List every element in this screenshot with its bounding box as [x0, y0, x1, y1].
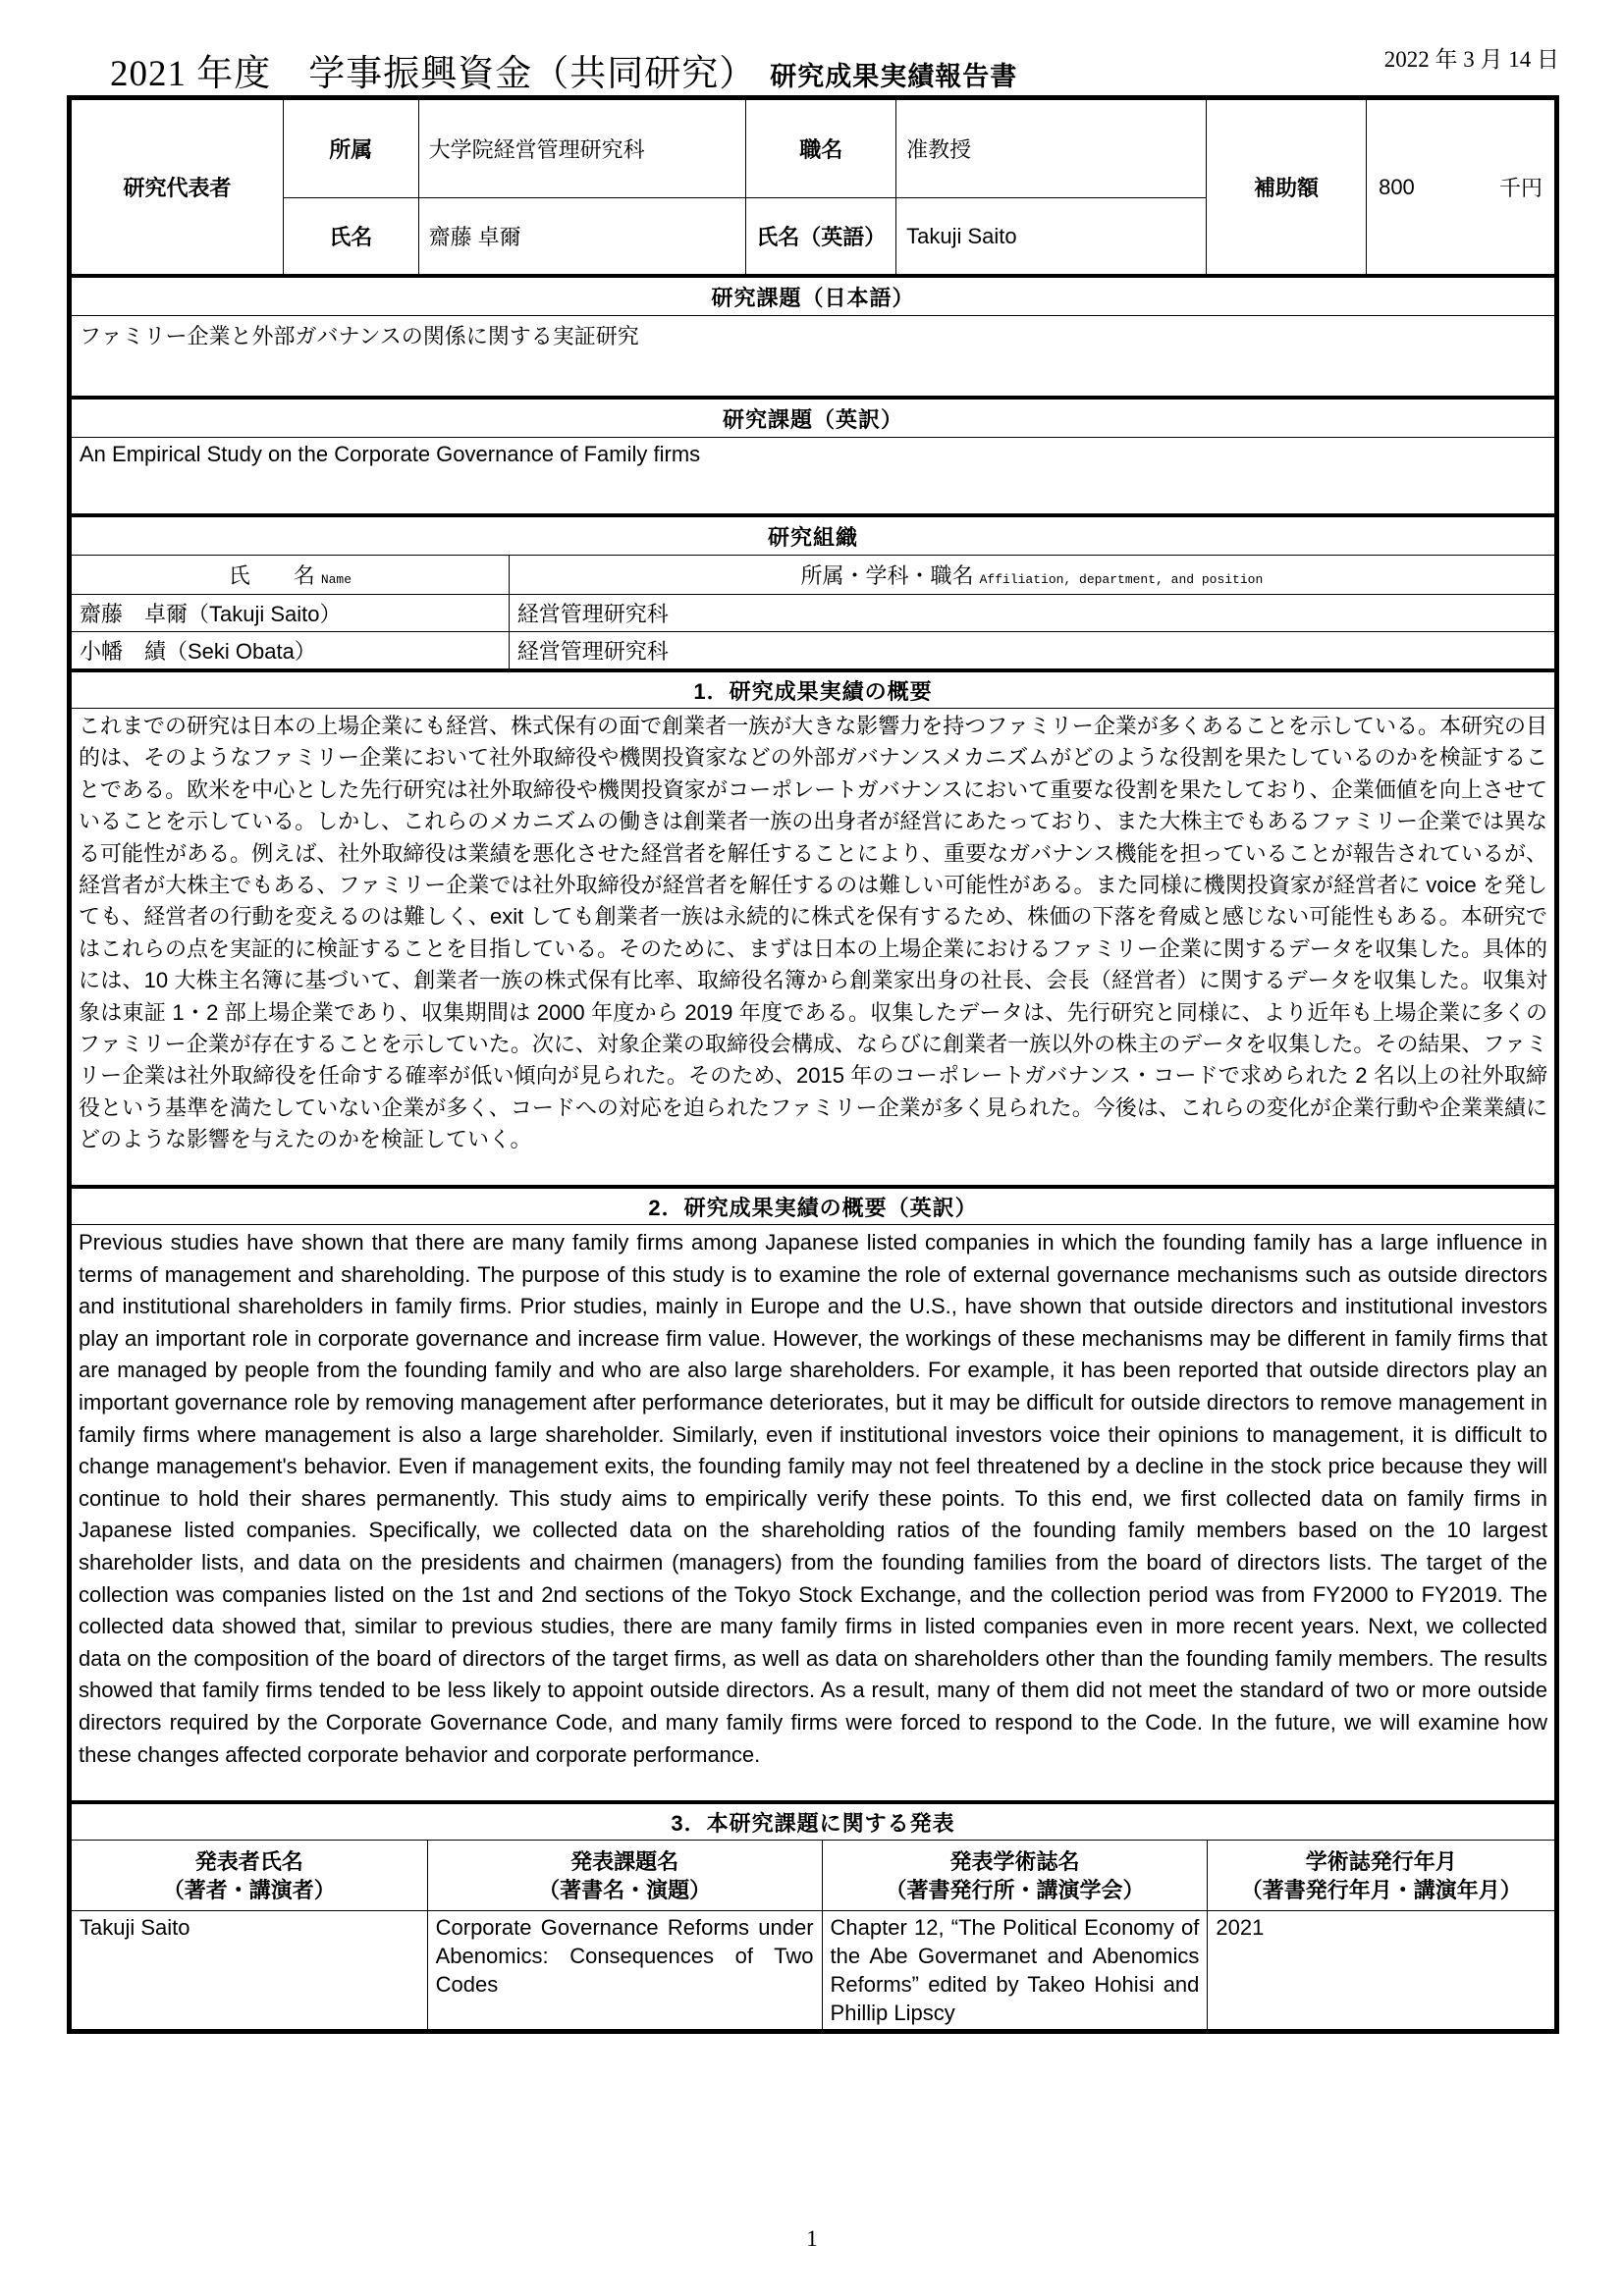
title-bar	[110, 43, 1559, 96]
publications-header: 3．本研究課題に関する発表	[72, 1803, 1555, 1841]
summary-en-body: Previous studies have shown that there are many family firms among Japanese listed companies in which the founding family has a large influence in terms of management and shareholding. The purpose of this study is to examine the role of external governance mechanisms such as outside directors and institutional shareholders in family firms. Prior studies, mainly in Europe and the U.S., have shown that outside directors and institutional investors play an important role in corporate governance and increase firm value. However, the workings of these mechanisms may be different in family firms that are managed by people from the founding family and who are also large shareholders. For example, it has been reported that outside directors play an important governance role by removing management after performance deteriorates, but it may be difficult for outside directors to remove management in family firms where management is also a large shareholder. Similarly, even if institutional investors voice their opinions to management, it is difficult to change management's behavior. Even if management exits, the founding family may not feel threatened by a decline in the stock price because they will continue to hold their shares permanently. This study aims to empirically verify these points. To this end, we first collected data on family firms in Japanese listed companies. Specifically, we collected data on the shareholding ratios of the founding family members based on the 10 largest shareholder lists, and data on the presidents and chairmen (managers) from the founding families from the board of directors lists. The target of the collection was companies listed on the 1st and 2nd sections of the Tokyo Stock Exchange, and the collection period was from FY2000 to FY2019. The collected data showed that, similar to previous studies, there are many family firms in listed companies even in more recent years. Next, we collected data on the composition of the board of directors of the target firms, as well as data on shareholders other than the founding family members. The results showed that family firms tended to be less likely to appoint outside directors. As a result, many of them did not meet the standard of two or more outside directors required by the Corporate Governance Code, and many family firms were forced to respond to the Code. In the future, we will examine how these changes affected corporate behavior and corporate performance.	[72, 1225, 1555, 1801]
publication-row	[72, 1911, 1555, 2030]
col-year-line2: （著書発行年月・講演年月）	[1240, 1877, 1522, 1902]
col-year-line1: 学術誌発行年月	[1305, 1848, 1457, 1874]
document-title-main: 2021 年度 学事振興資金（共同研究）	[110, 54, 757, 94]
publication-title: Corporate Governance Reforms under Abenomics: Consequences of Two Codes	[427, 1911, 822, 2030]
publications-col-year	[1208, 1841, 1555, 1911]
document-title-sub: 研究成果実績報告書	[770, 62, 1018, 91]
position-label: 職名	[746, 100, 896, 198]
organization-name-column-header	[72, 556, 510, 595]
organization-table	[71, 514, 1555, 669]
page-number: 1	[806, 2226, 818, 2251]
subsidy-value: 800	[1379, 174, 1415, 199]
topic-ja-value: ファミリー企業と外部ガバナンスの関係に関する実証研究	[72, 316, 1555, 397]
topic-en-table	[71, 397, 1555, 514]
publication-venue: Chapter 12, “The Political Economy of the Abe Govermanet and Abenomics Reforms” edited by Takeo Hohisi and Phillip Lipscy	[822, 1911, 1208, 2030]
publication-year: 2021	[1208, 1911, 1555, 2030]
name-label: 氏名	[284, 198, 419, 275]
affiliation-value: 大学院経営管理研究科	[418, 100, 746, 198]
member-name: 小幡 績（Seki Obata）	[72, 632, 510, 669]
document-date: 2022 年 3 月 14 日	[1383, 47, 1559, 72]
publications-col-title	[427, 1841, 822, 1911]
organization-affiliation-header-en: Affiliation, department, and position	[979, 572, 1264, 587]
summary-ja-table	[71, 669, 1555, 1186]
name-en-value: Takuji Saito	[896, 198, 1207, 275]
organization-affiliation-header-ja: 所属・学科・職名	[800, 563, 974, 588]
member-name: 齋藤 卓爾（Takuji Saito）	[72, 595, 510, 632]
member-affiliation: 経営管理研究科	[509, 595, 1554, 632]
organization-affiliation-column-header	[509, 556, 1554, 595]
subsidy-amount-cell	[1367, 100, 1555, 275]
col-venue-line2: （著書発行所・講演学会）	[885, 1877, 1145, 1902]
name-en-label: 氏名（英語）	[746, 198, 896, 275]
summary-ja-body: これまでの研究は日本の上場企業にも経営、株式保有の面で創業者一族が大きな影響力を持つファミリー企業が多くあることを示している。本研究の目的は、そのようなファミリー企業において社外取締役や機関投資家などの外部ガバナンスメカニズムがどのような役割を果たしているのかを検証することである。欧米を中心とした先行研究は社外取締役や機関投資家がコーポレートガバナンスにおいて重要な役割を果たしており、企業価値を向上させていることを示している。しかし、これらのメカニズムの働きは創業者一族の出身者が経営にあたっており、また大株主でもあるファミリー企業では異なる可能性がある。例えば、社外取締役は業績を悪化させた経営者を解任することにより、重要なガバナンス機能を担っていることが報告されているが、経営者が大株主でもある、ファミリー企業では社外取締役が経営者を解任するのは難しい可能性がある。また同様に機関投資家が経営者に voice を発しても、経営者の行動を変えるのは難しく、exit しても創業者一族は永続的に株式を保有するため、株価の下落を脅威と感じない可能性もある。本研究ではこれらの点を実証的に検証することを目指している。そのために、まずは日本の上場企業におけるファミリー企業に関するデータを収集した。具体的には、10 大株主名簿に基づいて、創業者一族の株式保有比率、取締役名簿から創業家出身の社長、会長（経営者）に関するデータを収集した。収集対象は東証 1・2 部上場企業であり、収集期間は 2000 年度から 2019 年度である。収集したデータは、先行研究と同様に、より近年も上場企業に多くのファミリー企業が存在することを示していた。次に、対象企業の取締役会構成、ならびに創業者一族以外の株主のデータを収集した。その結果、ファミリー企業は社外取締役を任命する確率が低い傾向が見られた。そのため、2015 年のコーポレートガバナンス・コードで求められた 2 名以上の社外取締役という基準を満たしていない企業が多く、コードへの対応を迫られたファミリー企業が多く見られた。今後は、これらの変化が企業行動や企業業績にどのような影響を与えたのかを検証していく。	[72, 709, 1555, 1186]
publication-author: Takuji Saito	[72, 1911, 428, 2030]
organization-header: 研究組織	[72, 516, 1555, 556]
member-affiliation: 経営管理研究科	[509, 632, 1554, 669]
col-title-line2: （著書名・演題）	[538, 1877, 712, 1902]
publications-col-author	[72, 1841, 428, 1911]
col-author-line1: 発表者氏名	[194, 1848, 303, 1874]
organization-name-header-ja: 氏 名	[228, 563, 315, 588]
name-value: 齋藤 卓爾	[418, 198, 746, 275]
summary-en-header: 2．研究成果実績の概要（英訳）	[72, 1188, 1555, 1225]
publications-table	[71, 1801, 1555, 2030]
position-value: 准教授	[896, 100, 1207, 198]
publications-column-header-row	[72, 1841, 1555, 1911]
topic-ja-header: 研究課題（日本語）	[72, 277, 1555, 316]
topic-en-header: 研究課題（英訳）	[72, 399, 1555, 438]
document-title	[110, 43, 1559, 96]
subsidy-label: 補助額	[1206, 100, 1366, 275]
organization-member-row	[72, 595, 1555, 632]
organization-member-row	[72, 632, 1555, 669]
subsidy-unit: 千円	[1498, 176, 1543, 200]
summary-en-table	[71, 1186, 1555, 1801]
representative-table	[71, 99, 1555, 275]
organization-name-header-en: Name	[320, 572, 352, 587]
col-venue-line1: 発表学術誌名	[949, 1848, 1080, 1874]
publications-col-venue	[822, 1841, 1208, 1911]
summary-ja-header: 1．研究成果実績の概要	[72, 671, 1555, 709]
topic-ja-table	[71, 275, 1555, 397]
topic-en-value: An Empirical Study on the Corporate Governance of Family firms	[72, 438, 1555, 514]
affiliation-label: 所属	[284, 100, 419, 198]
report-form	[67, 95, 1559, 2034]
col-author-line2: （著者・講演者）	[162, 1877, 336, 1902]
col-title-line1: 発表課題名	[570, 1848, 679, 1874]
representative-row-label: 研究代表者	[72, 100, 284, 275]
